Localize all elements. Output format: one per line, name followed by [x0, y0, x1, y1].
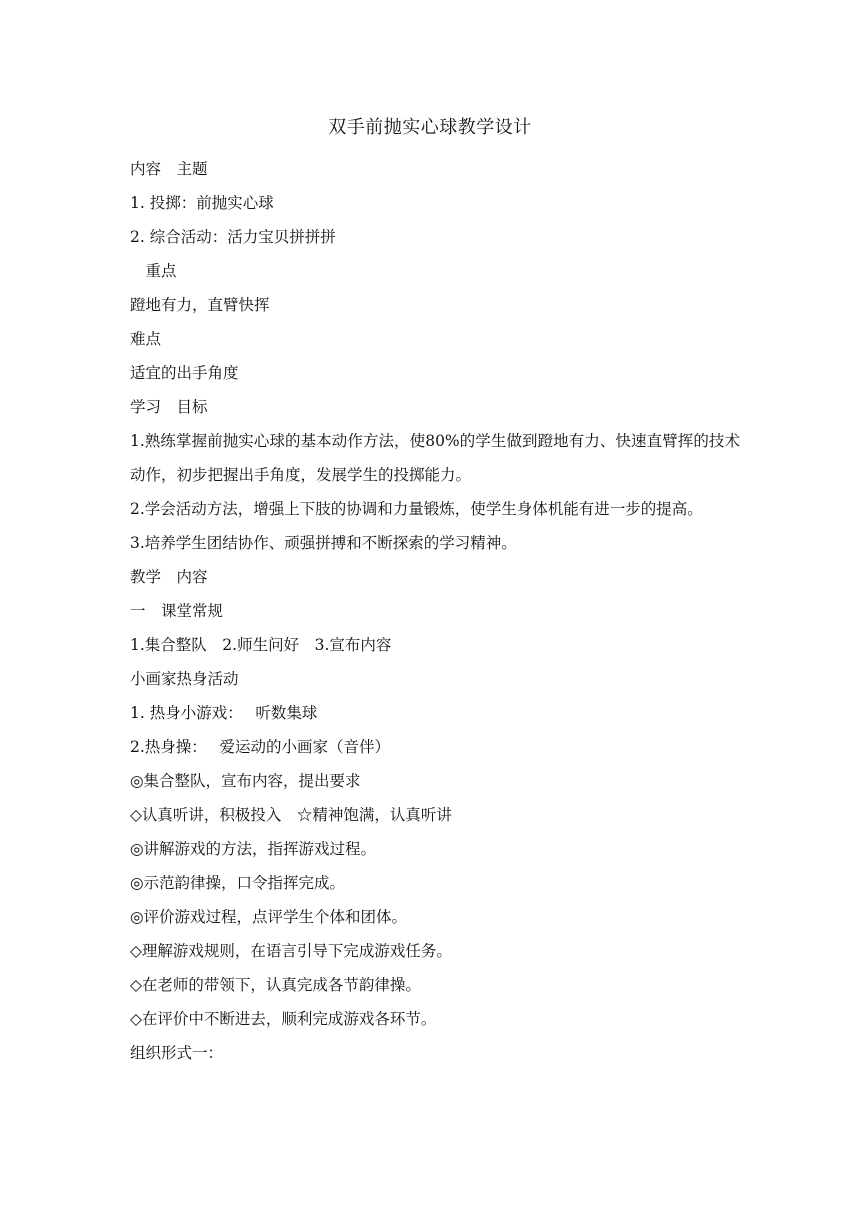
section-heading-learning-goals: 学习 目标: [130, 398, 208, 416]
learning-goal-3: 3.培养学生团结协作、顽强拼搏和不断探索的学习精神。: [130, 534, 517, 552]
organization-form-heading: 组织形式一：: [130, 1044, 224, 1062]
warmup-item-2: 2.热身操： 爱运动的小画家（音伴）: [130, 738, 390, 756]
document-title: 双手前抛实心球教学设计: [328, 117, 532, 138]
student-action-1: ◇认真听讲，积极投入 ☆精神饱满，认真听讲: [130, 806, 452, 824]
part-heading-class-routine: 一 课堂常规: [130, 602, 224, 620]
section-heading-difficulty: 难点: [130, 330, 162, 348]
difficulty-text: 适宜的出手角度: [130, 364, 239, 382]
section-heading-key-point: 重点: [130, 262, 177, 280]
student-action-3: ◇在老师的带领下，认真完成各节韵律操。: [130, 976, 421, 994]
section-heading-teaching-content: 教学 内容: [130, 568, 208, 586]
teacher-action-2: ◎讲解游戏的方法，指挥游戏过程。: [130, 840, 377, 858]
topic-item-2: 2. 综合活动：活力宝贝拼拼拼: [130, 228, 336, 246]
warmup-heading: 小画家热身活动: [130, 670, 239, 688]
topic-item-1: 1. 投掷：前抛实心球: [130, 194, 274, 212]
learning-goal-2: 2.学会活动方法，增强上下肢的协调和力量锻炼，使学生身体机能有进一步的提高。: [130, 500, 703, 518]
learning-goal-1: 1.熟练掌握前抛实心球的基本动作方法，使80%的学生做到蹬地有力、快速直臂挥的技术动作，初步把握出手角度，发展学生的投掷能力。: [130, 432, 740, 484]
teacher-action-4: ◎评价游戏过程，点评学生个体和团体。: [130, 908, 408, 926]
section-heading-content-topic: 内容 主题: [130, 160, 208, 178]
student-action-2: ◇理解游戏规则，在语言引导下完成游戏任务。: [130, 942, 452, 960]
routine-steps: 1.集合整队 2.师生问好 3.宣布内容: [130, 636, 392, 654]
key-point-text: 蹬地有力，直臂快挥: [130, 296, 270, 314]
warmup-item-1: 1. 热身小游戏： 听数集球: [130, 704, 318, 722]
student-action-4: ◇在评价中不断进去，顺利完成游戏各环节。: [130, 1010, 437, 1028]
teacher-action-3: ◎示范韵律操，口令指挥完成。: [130, 874, 346, 892]
teacher-action-1: ◎集合整队，宣布内容，提出要求: [130, 772, 361, 790]
document-body: [130, 152, 740, 1070]
